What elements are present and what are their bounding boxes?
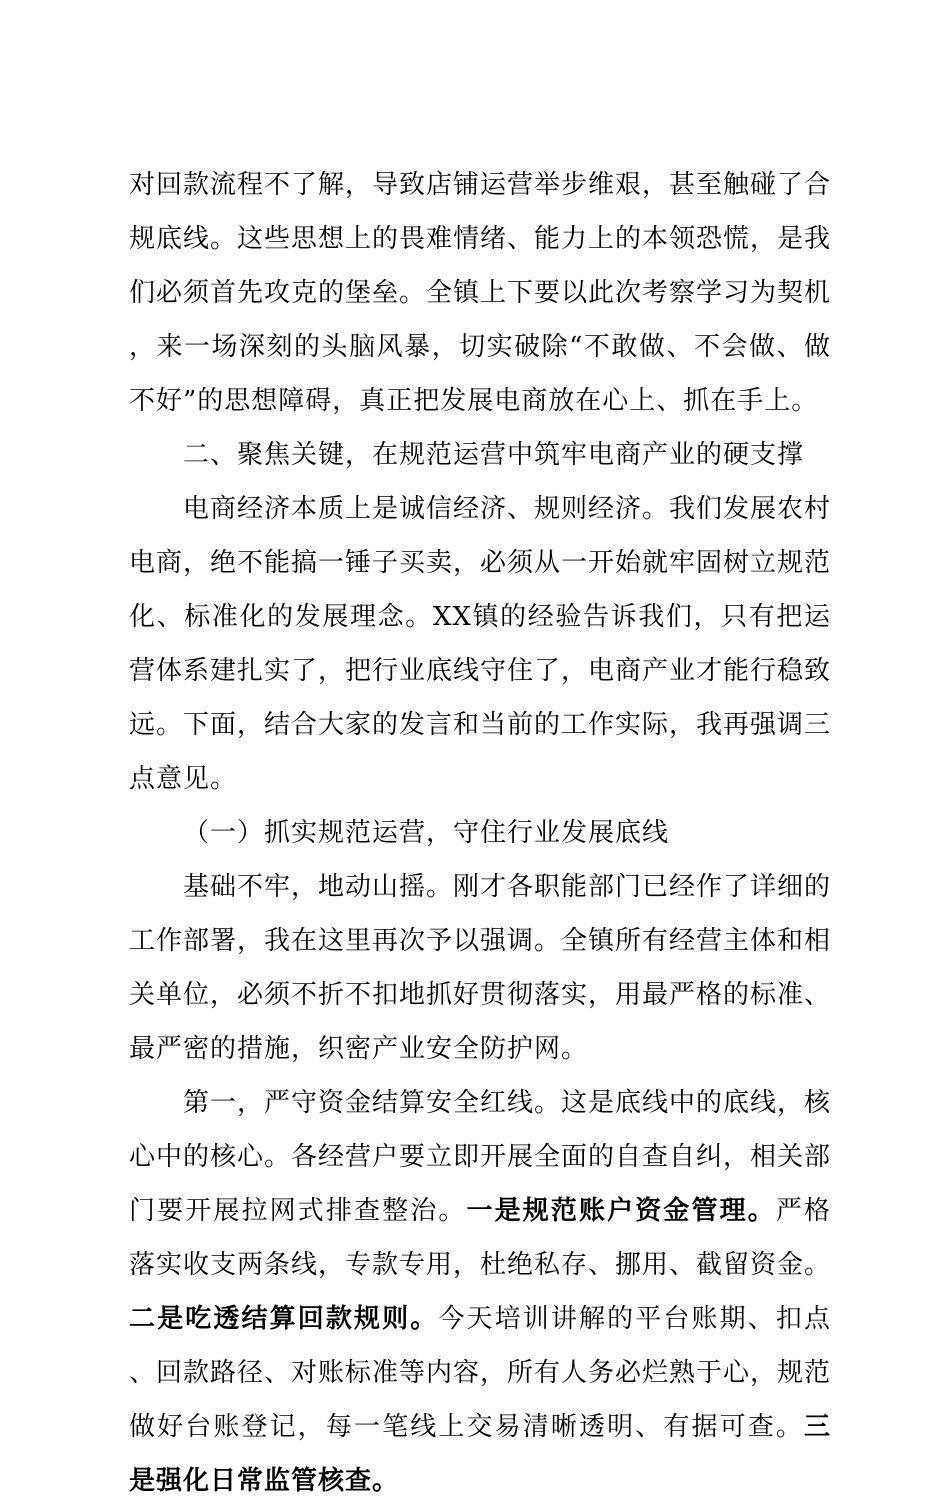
point-two-text: 今天培训讲解的平台账期、扣点、回款路径、对账标准等内容，所有人务必烂熟于心，规范做好台账登记，每一笔线上交易清晰透明、有据可查。: [129, 1304, 832, 1442]
paragraph-continuation: 对回款流程不了解，导致店铺运营举步维艰，甚至触碰了合规底线。这些思想上的畏难情绪、能力上的本领恐慌，是我们必须首先攻克的堡垒。全镇上下要以此次考察学习为契机，来一场深刻的头脑风暴，切实破除“不敢做、不会做、做不好”的思想障碍，真正把发展电商放在心上、抓在手上。: [129, 170, 832, 416]
first-point-intro: 第一，严守资金结算安全红线。这是底线中的底线，核心中的核心。各经营户要立即开展全面的自查自纠，相关部门要开展拉网式排查整治。: [129, 1088, 832, 1226]
section-heading-2: 二、聚焦关键，在规范运营中筑牢电商产业的硬支撑: [183, 440, 805, 470]
paragraph-first-point: [129, 1076, 831, 1508]
paragraph-foundation: 基础不牢，地动山摇。刚才各职能部门已经作了详细的工作部署，我在这里再次予以强调。全镇所有经营主体和相关单位，必须不折不扣地抓好贯彻落实，用最严格的标准、最严密的措施，织密产业安全防护网。: [129, 872, 832, 1064]
bold-point-three: 三是强化日常监管核查。: [129, 1412, 831, 1496]
point-one-text: 严格落实收支两条线，专款专用，杜绝私存、挪用、截留资金。: [129, 1196, 832, 1280]
bold-point-one: 一是规范账户资金管理。: [466, 1196, 776, 1226]
bold-point-two: 二是吃透结算回款规则。: [129, 1304, 439, 1334]
document-body: [129, 158, 831, 1508]
subsection-heading-1: （一）抓实规范运营，守住行业发展底线: [183, 818, 670, 848]
paragraph-ecommerce-nature: 电商经济本质上是诚信经济、规则经济。我们发展农村电商，绝不能搞一锤子买卖，必须从一开始就牢固树立规范化、标准化的发展理念。XX镇的经验告诉我们，只有把运营体系建扎实了，把行业底线守住了，电商产业才能行稳致远。下面，结合大家的发言和当前的工作实际，我再强调三点意见。: [129, 494, 832, 794]
